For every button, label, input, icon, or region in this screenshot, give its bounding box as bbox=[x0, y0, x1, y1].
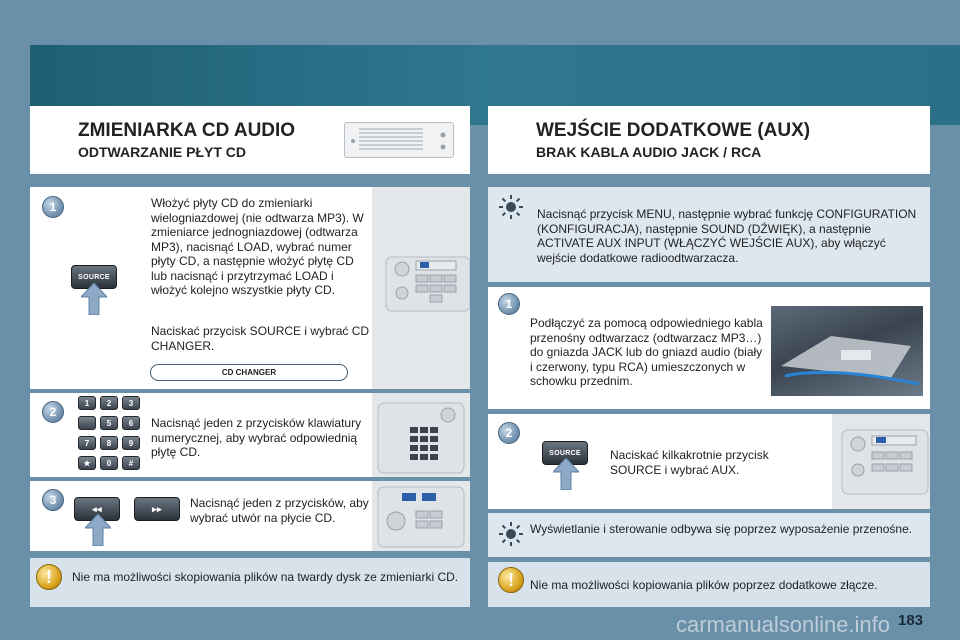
step-1-badge: 1 bbox=[498, 293, 520, 315]
arrow-up-icon bbox=[553, 458, 579, 490]
next-track-button[interactable]: ▸▸ bbox=[134, 497, 180, 521]
aux-radio-graphic bbox=[832, 414, 930, 509]
source-button[interactable]: SOURCE bbox=[542, 441, 588, 465]
glovebox-photo bbox=[771, 306, 923, 396]
key-4[interactable] bbox=[78, 416, 96, 430]
sun-graphic bbox=[498, 194, 524, 220]
left-step2-text: Nacisnąć jeden z przycisków klawiatury numerycznej, aby wybrać odpowiednią płytę CD. bbox=[151, 416, 362, 459]
key-5[interactable]: 5 bbox=[100, 416, 118, 430]
right-step2-radio-image bbox=[832, 414, 930, 509]
key-star[interactable]: ★ bbox=[78, 456, 96, 470]
cd-changer-unit-image bbox=[344, 122, 454, 158]
previous-track-button[interactable]: ◂◂ bbox=[74, 497, 120, 521]
arrow-up-icon bbox=[85, 514, 111, 546]
left-step1-radio-image bbox=[372, 187, 470, 389]
watermark: carmanualsonline.info bbox=[676, 612, 891, 637]
key-1[interactable]: 1 bbox=[78, 396, 96, 410]
key-8[interactable]: 8 bbox=[100, 436, 118, 450]
key-0[interactable]: 0 bbox=[100, 456, 118, 470]
numeric-keypad bbox=[78, 396, 142, 470]
right-step1-text: Podłączyć za pomocą odpowiedniego kabla przenośny odtwarzacz (odtwarzacz MP3…) do gniazda JACK lub do gniazd audio (biały i czerwony, typu RCA) umieszczonych w schowku przednim. bbox=[530, 316, 763, 388]
cd-slots-graphic bbox=[345, 123, 455, 159]
key-6[interactable]: 6 bbox=[122, 416, 140, 430]
left-warning-text: Nie ma możliwości skopiowania plików na twardy dysk ze zmieniarki CD. bbox=[72, 570, 459, 584]
step-1-badge: 1 bbox=[42, 196, 64, 218]
step-2-badge: 2 bbox=[498, 422, 520, 444]
page-number: 183 bbox=[898, 612, 924, 629]
key-3[interactable]: 3 bbox=[122, 396, 140, 410]
source-button[interactable]: SOURCE bbox=[71, 265, 117, 289]
left-step2-radio-image bbox=[372, 393, 470, 477]
key-9[interactable]: 9 bbox=[122, 436, 140, 450]
right-step2-text: Naciskać kilkakrotnie przycisk SOURCE i wybrać AUX. bbox=[610, 448, 769, 477]
track-radio-graphic bbox=[372, 481, 470, 551]
right-warning-text: Nie ma możliwości kopiowania plików poprzez dodatkowe złącze. bbox=[530, 578, 878, 592]
warning-icon: ! bbox=[498, 567, 524, 593]
right-title-box bbox=[488, 106, 930, 174]
warning-icon: ! bbox=[36, 564, 62, 590]
left-step3-text: Nacisnąć jeden z przycisków, aby wybrać utwór na płycie CD. bbox=[190, 496, 369, 525]
right-tip1-text: Nacisnąć przycisk MENU, następnie wybrać funkcję CONFIGURATION (KONFIGURACJA), następnie SOUND (DŹWIĘK), a następnie ACTIVATE AUX INPUT (WŁĄCZYĆ WEJŚCIE AUX), aby włączyć wejście dodatkowe radioodtwarzacza. bbox=[537, 207, 917, 265]
key-7[interactable]: 7 bbox=[78, 436, 96, 450]
key-2[interactable]: 2 bbox=[100, 396, 118, 410]
right-title: WEJŚCIE DODATKOWE (AUX) bbox=[536, 120, 811, 141]
step-2-badge: 2 bbox=[42, 401, 64, 423]
left-step3-radio-image bbox=[372, 481, 470, 551]
step-3-badge: 3 bbox=[42, 489, 64, 511]
tip-icon bbox=[498, 521, 524, 547]
key-hash[interactable]: # bbox=[122, 456, 140, 470]
right-subtitle: BRAK KABLA AUDIO JACK / RCA bbox=[536, 144, 762, 160]
cd-changer-label: CD CHANGER bbox=[150, 364, 348, 381]
sun-graphic bbox=[498, 521, 524, 547]
arrow-up-icon bbox=[81, 283, 107, 315]
right-tip2-text: Wyświetlanie i sterowanie odbywa się poprzez wyposażenie przenośne. bbox=[530, 522, 913, 536]
left-subtitle: ODTWARZANIE PŁYT CD bbox=[78, 144, 246, 160]
left-title: ZMIENIARKA CD AUDIO bbox=[78, 120, 296, 141]
keypad-radio-graphic bbox=[372, 393, 470, 477]
tip-icon bbox=[498, 194, 524, 220]
left-step1-text-a: Włożyć płyty CD do zmieniarki wielogniazdowej (nie odtwarza MP3). W zmieniarce jednogniazdowej (odtwarza MP3), nacisnąć LOAD, wybrać numer płyty CD, a następnie włożyć płytę CD lub nacisnąć i przytrzymać LOAD i włożyć kolejno wszystkie płyty CD. bbox=[151, 196, 364, 297]
left-step1-text-b: Naciskać przycisk SOURCE i wybrać CD CHANGER. bbox=[151, 324, 370, 353]
glovebox-graphic bbox=[771, 306, 923, 396]
radio-unit-graphic bbox=[372, 187, 470, 389]
